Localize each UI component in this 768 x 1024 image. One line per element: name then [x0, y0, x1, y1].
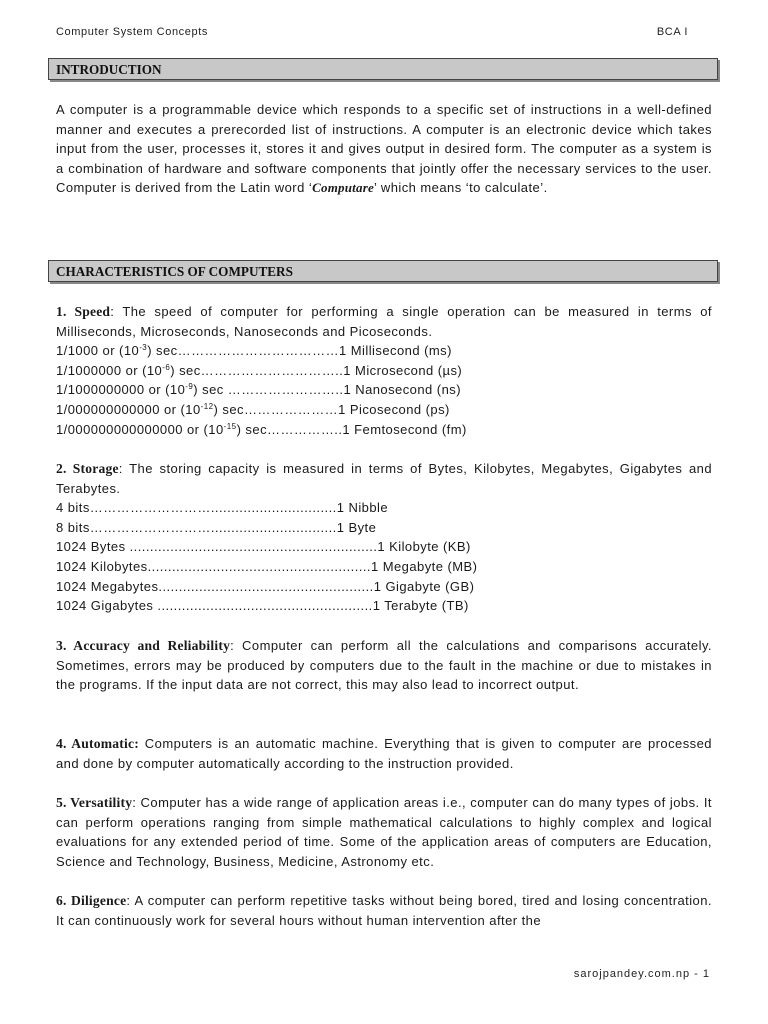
intro-emphasis-word: Computare [312, 180, 374, 196]
speed-row-value: ) sec…………………1 Picosecond (ps) [213, 401, 450, 417]
storage-label: 2. Storage [56, 461, 119, 476]
speed-row-prefix: 1/000000000000 or (10 [56, 401, 201, 417]
automatic-block [56, 734, 712, 773]
intro-text-part2: ’ which means ‘to calculate’. [373, 180, 548, 196]
storage-block [56, 459, 712, 616]
speed-row-value: ) sec………………………………1 Millisecond (ms) [147, 343, 452, 359]
header-course-title: Computer System Concepts [56, 26, 208, 38]
storage-row: 4 bits………………………...............................1 Nibble [56, 500, 389, 516]
speed-row-value: ) sec ……………………..1 Nanosecond (ns) [193, 382, 461, 398]
speed-label: 1. Speed [56, 304, 111, 319]
speed-row-exponent: -6 [162, 362, 171, 372]
section-heading-introduction: INTRODUCTION [48, 58, 718, 80]
speed-row-exponent: -9 [185, 382, 194, 392]
storage-row: 1024 Megabytes.....................................................1 Gigabyte (GB) [56, 578, 475, 594]
storage-row: 8 bits………………………...............................1 Byte [56, 519, 377, 535]
speed-row-exponent: -3 [139, 343, 148, 353]
accuracy-body: : Computer can perform all the calculations and comparisons accurately. Sometimes, errors may be produced by computers due to the fault in the machine or due to mistakes in the programs. If the input data are not correct, this may also lead to incorrect output. [56, 638, 712, 693]
automatic-label: 4. Automatic: [56, 736, 139, 751]
speed-row-prefix: 1/1000 or (10 [56, 343, 140, 359]
page-footer: sarojpandey.com.np - 1 [573, 968, 710, 980]
speed-row [56, 380, 712, 400]
speed-row-prefix: 1/1000000 or (10 [56, 362, 163, 378]
header-class: BCA I [656, 26, 688, 38]
speed-block [56, 302, 712, 439]
accuracy-block [56, 636, 712, 695]
speed-row [56, 361, 712, 381]
introduction-paragraph [56, 100, 712, 198]
speed-row [56, 420, 712, 440]
section-heading-characteristics: CHARACTERISTICS OF COMPUTERS [48, 260, 718, 282]
speed-intro: : The speed of computer for performing a single operation can be measured in terms of Milliseconds, Microseconds, Nanoseconds and Picoseconds. [56, 304, 712, 339]
speed-row-prefix: 1/000000000000000 or (10 [56, 421, 224, 437]
speed-row [56, 400, 712, 420]
intro-text-part1: A computer is a programmable device which responds to a specific set of instructions in a well-defined manner and executes a prerecorded list of instructions. A computer is an electronic device which takes input from the user, processes it, stores it and gives output in desired form. The computer as a system is a combination of hardware and software components that jointly offer the necessary services to the user. Computer is derived from the Latin word ‘ [56, 102, 712, 196]
storage-row: 1024 Kilobytes.......................................................1 Megabyte (MB) [56, 558, 478, 574]
speed-row-exponent: -15 [223, 421, 237, 431]
accuracy-label: 3. Accuracy and Reliability [56, 638, 231, 653]
storage-row: 1024 Gigabytes .....................................................1 Terabyte (TB) [56, 598, 469, 614]
diligence-block [56, 891, 712, 930]
versatility-body: : Computer has a wide range of application areas i.e., computer can do many types of jobs. It can perform operations ranging from simple mathematical calculations to highly complex and logical evaluations for any extended period of time. Some of the application areas of computers are Education, Science and Technology, Business, Medicine, Astronomy etc. [56, 795, 712, 869]
speed-row-prefix: 1/1000000000 or (10 [56, 382, 186, 398]
diligence-body: : A computer can perform repetitive tasks without being bored, tired and losing concentration. It can continuously work for several hours without human intervention after the [56, 893, 712, 928]
storage-row: 1024 Bytes .............................................................1 Kilobyte (KB) [56, 539, 471, 555]
speed-row [56, 341, 712, 361]
automatic-body: Computers is an automatic machine. Everything that is given to computer are processed and done by computer automatically according to the instruction provided. [56, 736, 712, 771]
versatility-block [56, 793, 712, 871]
storage-intro: : The storing capacity is measured in terms of Bytes, Kilobytes, Megabytes, Gigabytes and Terabytes. [56, 461, 712, 496]
speed-row-value: ) sec……………..1 Femtosecond (fm) [236, 421, 467, 437]
speed-row-exponent: -12 [200, 401, 214, 411]
speed-row-value: ) sec…………………………..1 Microsecond (µs) [170, 362, 463, 378]
versatility-label: 5. Versatility [56, 795, 133, 810]
diligence-label: 6. Diligence [56, 893, 127, 908]
